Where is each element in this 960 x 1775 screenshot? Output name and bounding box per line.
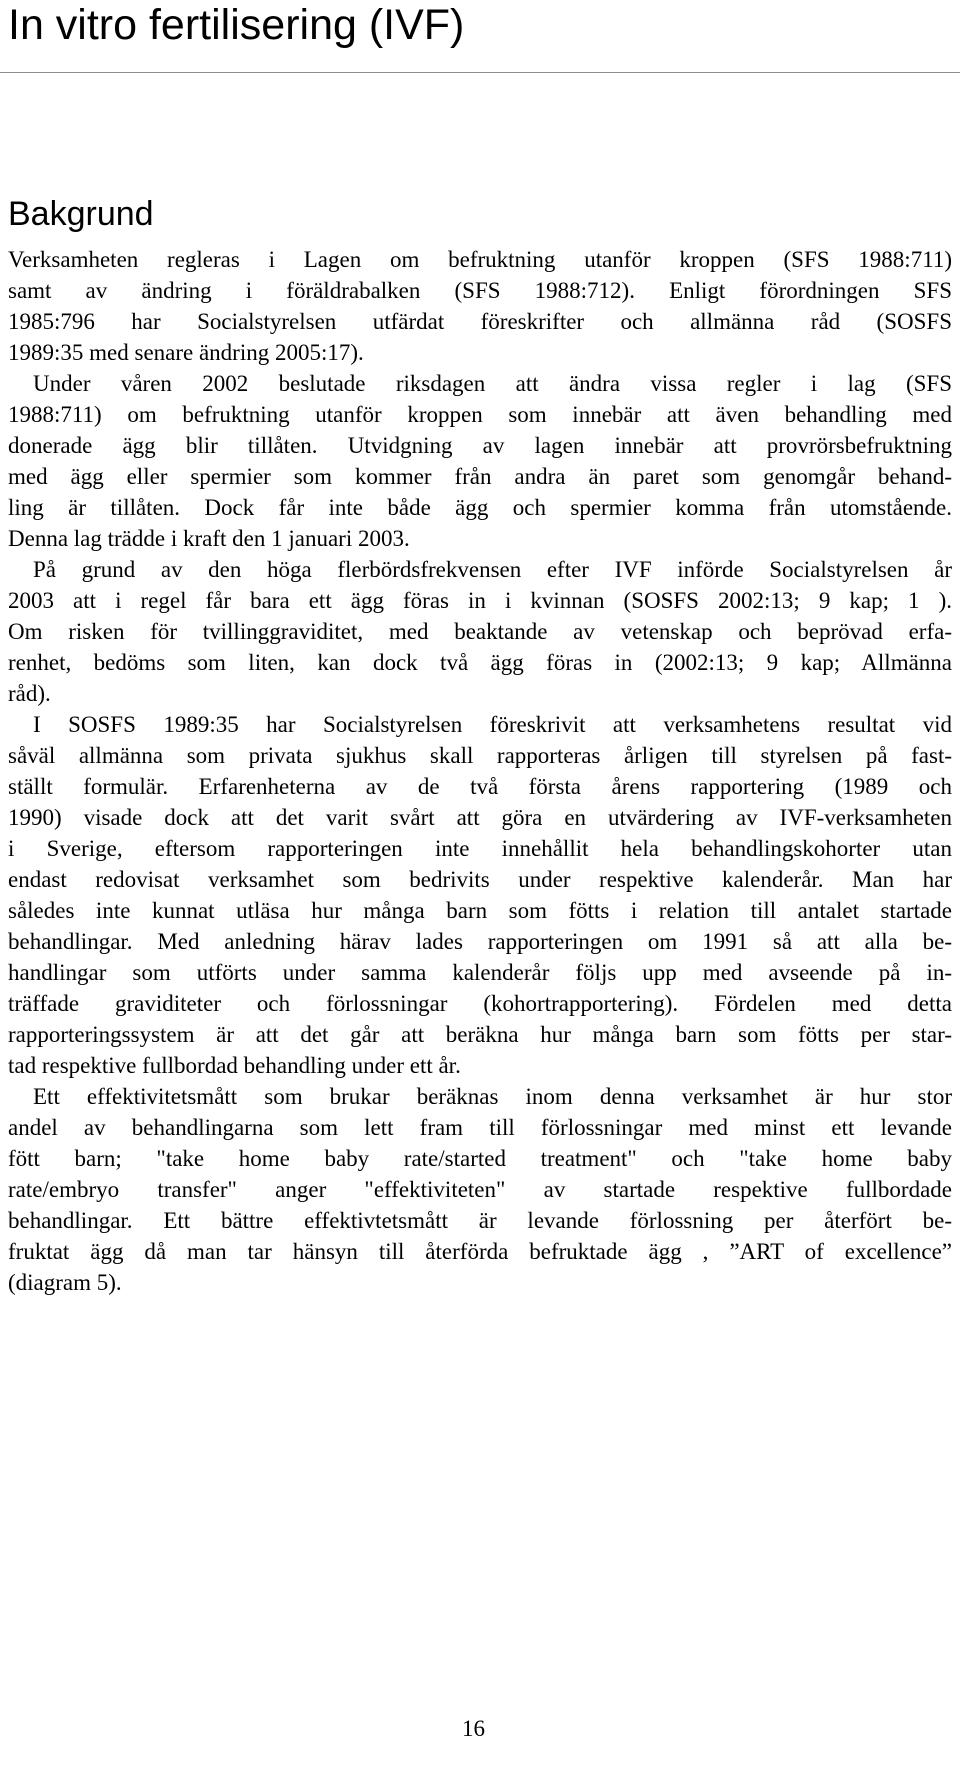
text-line: tad respektive fullbordad behandling under ett år. <box>8 1053 461 1078</box>
text-line: Under våren 2002 beslutade riksdagen att ändra vissa regler i lag (SFS <box>33 371 952 396</box>
text-line: med ägg eller spermier som kommer från andra än paret som genomgår behand- <box>8 464 952 489</box>
text-line: 1988:711) om befruktning utanför kroppen som innebär att även behandling med <box>8 402 952 427</box>
text-line: rapporteringssystem är att det går att beräkna hur många barn som fötts per star- <box>8 1022 952 1047</box>
text-line: Verksamheten regleras i Lagen om befruktning utanför kroppen (SFS 1988:711) <box>8 247 952 272</box>
text-line: 2003 att i regel får bara ett ägg föras in i kvinnan (SOSFS 2002:13; 9 kap; 1 ). <box>8 588 952 613</box>
text-line: fruktat ägg då man tar hänsyn till återförda befruktade ägg , ”ART of excellence” <box>8 1239 952 1264</box>
text-line: På grund av den höga flerbördsfrekvensen efter IVF införde Socialstyrelsen år <box>33 557 952 582</box>
text-line: således inte kunnat utläsa hur många barn som fötts i relation till antalet startade <box>8 898 952 923</box>
text-line: såväl allmänna som privata sjukhus skall rapporteras årligen till styrelsen på fast- <box>8 743 952 768</box>
text-line: ställt formulär. Erfarenheterna av de två första årens rapportering (1989 och <box>8 774 952 799</box>
text-line: råd). <box>8 681 51 706</box>
text-line: ling är tillåten. Dock får inte både ägg och spermier komma från utomstående. <box>8 495 952 520</box>
page-number: 16 <box>462 1716 485 1741</box>
title-divider <box>0 72 960 73</box>
text-line: (diagram 5). <box>8 1270 122 1295</box>
text-line: behandlingar. Med anledning härav lades rapporteringen om 1991 så att alla be- <box>8 929 952 954</box>
text-line: donerade ägg blir tillåten. Utvidgning av lagen innebär att provrörsbefruktning <box>8 433 952 458</box>
text-line: Om risken för tvillinggraviditet, med beaktande av vetenskap och beprövad erfa- <box>8 619 952 644</box>
text-line: 1990) visade dock att det varit svårt att göra en utvärdering av IVF-verksamheten <box>8 805 952 830</box>
text-line: andel av behandlingarna som lett fram till förlossningar med minst ett levande <box>8 1115 952 1140</box>
text-line: handlingar som utförts under samma kalenderår följs upp med avseende på in- <box>8 960 952 985</box>
text-line: rate/embryo transfer" anger "effektiviteten" av startade respektive fullbordade <box>8 1177 952 1202</box>
text-line: i Sverige, eftersom rapporteringen inte innehållit hela behandlingskohorter utan <box>8 836 952 861</box>
text-line: samt av ändring i föräldrabalken (SFS 1988:712). Enligt förordningen SFS <box>8 278 952 303</box>
section-heading: Bakgrund <box>8 195 154 233</box>
text-line: I SOSFS 1989:35 har Socialstyrelsen föreskrivit att verksamhetens resultat vid <box>33 712 952 737</box>
text-line: behandlingar. Ett bättre effektivtetsmått är levande förlossning per återfört be- <box>8 1208 952 1233</box>
body-text <box>8 244 952 1298</box>
text-line: 1989:35 med senare ändring 2005:17). <box>8 340 364 365</box>
text-line: Denna lag trädde i kraft den 1 januari 2003. <box>8 526 410 551</box>
text-line: träffade graviditeter och förlossningar (kohortrapportering). Fördelen med detta <box>8 991 952 1016</box>
text-line: fött barn; "take home baby rate/started treatment" och "take home baby <box>8 1146 952 1171</box>
text-line: Ett effektivitetsmått som brukar beräknas inom denna verksamhet är hur stor <box>33 1084 952 1109</box>
text-line: 1985:796 har Socialstyrelsen utfärdat föreskrifter och allmänna råd (SOSFS <box>8 309 952 334</box>
text-line: endast redovisat verksamhet som bedrivits under respektive kalenderår. Man har <box>8 867 952 892</box>
page-title: In vitro fertilisering (IVF) <box>8 1 465 49</box>
text-line: renhet, bedöms som liten, kan dock två ägg föras in (2002:13; 9 kap; Allmänna <box>8 650 952 675</box>
